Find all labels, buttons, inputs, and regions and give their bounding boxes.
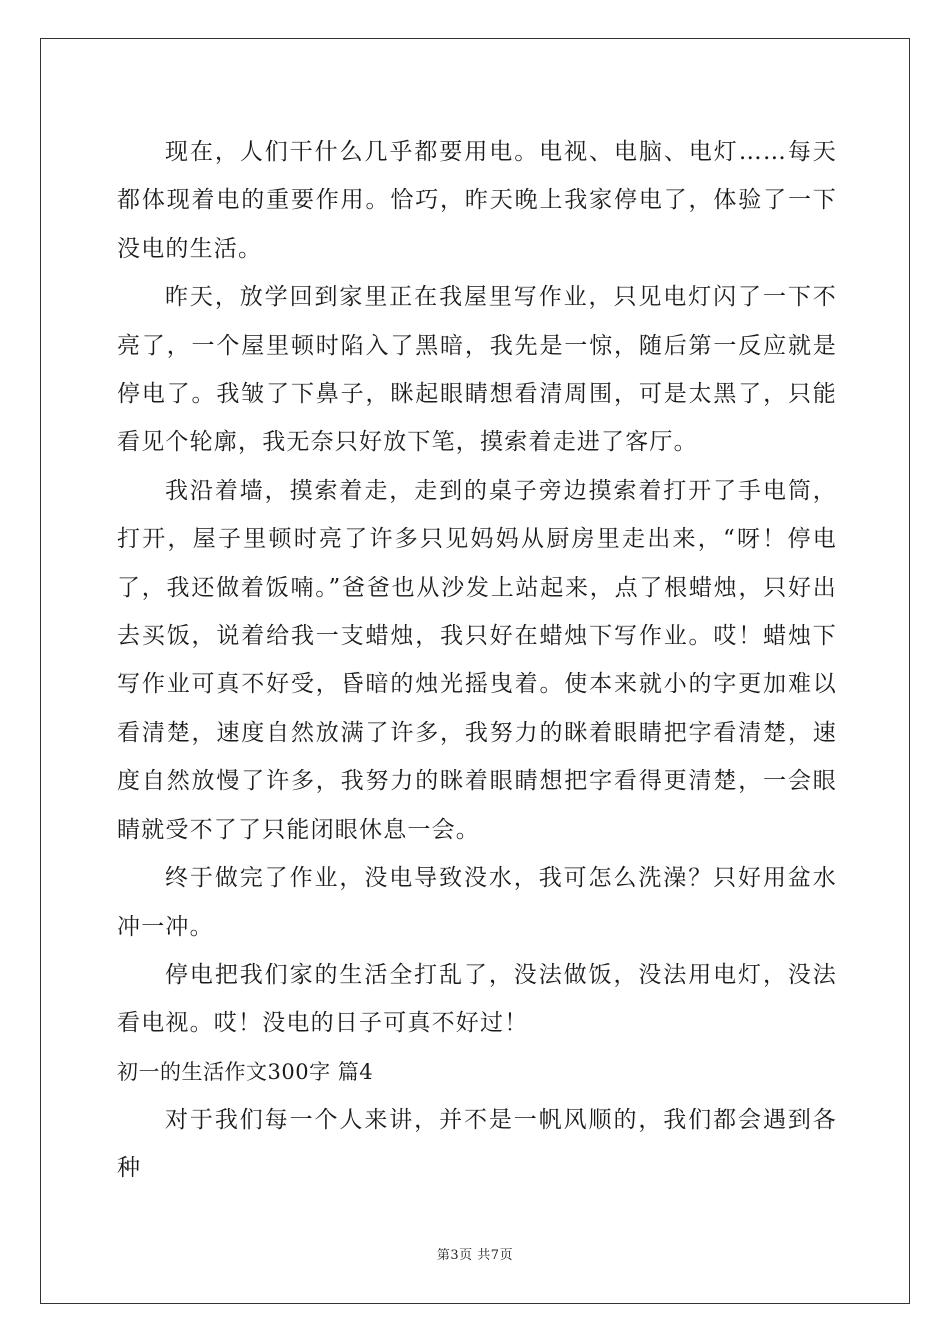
section-heading: 初一的生活作文300字 篇4 xyxy=(117,1059,374,1084)
paragraph-4: 终于做完了作业，没电导致没水，我可怎么洗澡？只好用盆水冲一冲。 xyxy=(117,865,837,940)
paragraph-1: 现在，人们干什么几乎都要用电。电视、电脑、电灯……每天都体现着电的重要作用。恰巧，昨天晚上我家停电了，体验了一下没电的生活。 xyxy=(117,139,837,262)
paragraph-5: 停电把我们家的生活全打乱了，没法做饭，没法用电灯，没法看电视。哎！没电的日子可真不好过！ xyxy=(117,961,837,1037)
paragraph-2: 昨天，放学回到家里正在我屋里写作业，只见电灯闪了一下不亮了，一个屋里顿时陷入了黑暗，我先是一惊，随后第一反应就是停电了。我皱了下鼻子，眯起眼睛想看清周围，可是太黑了，只能看见个轮廓，我无奈只好放下笔，摸索着走进了客厅。 xyxy=(117,284,837,456)
page-footer: 第3页 共7页 xyxy=(436,1248,514,1263)
paragraph-3: 我沿着墙，摸索着走，走到的桌子旁边摸索着打开了手电筒，打开，屋子里顿时亮了许多只见妈妈从厨房里走出来，“呀！停电了，我还做着饭喃。”爸爸也从沙发上站起来，点了根蜡烛，只好出去买饭，说着给我一支蜡烛，我只好在蜡烛下写作业。哎！蜡烛下写作业可真不好受，昏暗的烛光摇曳着。使本来就小的字更加难以看清楚，速度自然放满了许多，我努力的眯着眼睛把字看清楚，速度自然放慢了许多，我努力的眯着眼睛想把字看得更清楚，一会眼睛就受不了了只能闭眼休息一会。 xyxy=(117,477,837,843)
paragraph-6: 对于我们每一个人来讲，并不是一帆风顺的，我们都会遇到各种 xyxy=(117,1106,837,1182)
document-body xyxy=(117,128,837,1193)
